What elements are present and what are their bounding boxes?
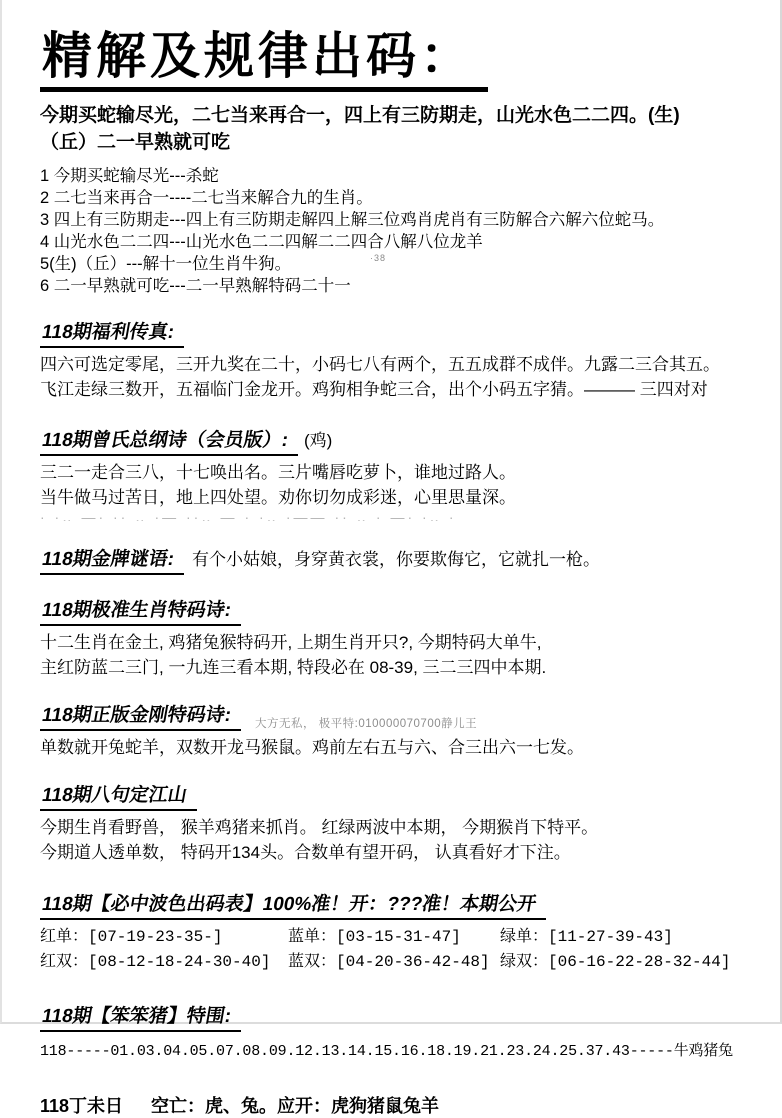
section-bajv-dingjiangshan xyxy=(40,784,768,865)
section-heading-benben: 118期【笨笨猪】特围: xyxy=(40,1005,241,1032)
red-single-numbers: 红单：[07-19-23-35-] xyxy=(40,927,223,946)
zengshi-line-1: 三二一走合三八，十七唤出名。三片嘴唇吃萝卜，谁地过路人。 xyxy=(40,462,516,482)
intro-line-1: 今期买蛇输尽光，二七当来再合一，四上有三防期走，山光水色二二四。(生) xyxy=(40,104,680,126)
note-line-2: 2 二七当来再合一----二七当来解合九的生肖。 xyxy=(40,188,373,207)
section-heading-jinpai: 118期金牌谜语: xyxy=(40,548,184,575)
blue-double-numbers: 蓝双：[04-20-36-42-48] xyxy=(288,952,490,971)
jizhun-line-2: 主红防蓝二三门, 一九连三看本期, 特段必在 08-39, 三二三四中本期. xyxy=(40,657,547,677)
faint-watermark-text: 大方无私， 极平特:010000070700静儿王 xyxy=(254,717,478,730)
bajv-line-2: 今期道人透单数， 特码开134头。合数单有望开码， 认真看好才下注。 xyxy=(40,842,571,862)
intro-line-2: （丘）二一早熟就可吃 xyxy=(40,131,231,153)
section-heading-fuli: 118期福利传真: xyxy=(40,321,184,348)
section-heading-jingang: 118期正版金刚特码诗: xyxy=(40,704,241,731)
zengshi-zodiac-tag: (鸡) xyxy=(303,430,333,450)
section-heading-jizhun: 118期极准生肖特码诗: xyxy=(40,599,241,626)
section-jingang-poem xyxy=(40,704,768,760)
section-jizhun-poem xyxy=(40,599,768,680)
blue-single-numbers: 蓝单：[03-15-31-47] xyxy=(288,927,461,946)
jizhun-line-1: 十二生肖在金土, 鸡猪兔猴特码开, 上期生肖开只?, 今期特码大单牛, xyxy=(40,632,542,652)
section-jinpai-riddle xyxy=(40,545,768,575)
fuli-line-1: 四六可选定零尾，三开九奖在二十，小码七八有两个，五五成群不成伴。九露二三合其五。 xyxy=(40,354,720,374)
section-heading-zengshi: 118期曾氏总纲诗（会员版）: xyxy=(40,429,298,456)
note-line-6: 6 二一早熟就可吃---二一早熟解特码二十一 xyxy=(40,276,351,295)
section-zengshi-poem xyxy=(40,426,768,521)
section-fuli-chuanzhen xyxy=(40,321,768,402)
note-line-1: 1 今期买蛇输尽光---杀蛇 xyxy=(40,166,219,185)
green-single-numbers: 绿单：[11-27-39-43] xyxy=(500,927,673,946)
benben-number-line: 118-----01.03.04.05.07.08.09.12.13.14.15.16.18.19.21.23.24.25.37.43-----牛鸡猪兔 xyxy=(40,1042,733,1060)
note-line-3: 3 四上有三防期走---四上有三防期走解四上解三位鸡肖虎肖有三防解合六解六位蛇马。 xyxy=(40,210,665,229)
scan-artifact-mark: ·38 xyxy=(370,252,387,263)
faint-clipped-line: · ·‥ —· ·· ‥ ·— ··‥ — · ·‥ ·—— ·· ‥ · —· ·‥ · xyxy=(40,511,457,521)
note-line-5 xyxy=(40,253,768,275)
bose-row-single xyxy=(40,925,768,950)
green-double-numbers: 绿双：[06-16-22-28-32-44] xyxy=(500,952,731,971)
jingang-line-1: 单数就开兔蛇羊，双数开龙马猴鼠。鸡前左右五与六、合三出六一七发。 xyxy=(40,737,584,757)
note-line-4: 4 山光水色二二四---山光水色二二四解二二四合八解八位龙羊 xyxy=(40,232,483,251)
note-line-5-text: 5(生)（丘）---解十一位生肖牛狗。 xyxy=(40,254,292,273)
red-double-numbers: 红双：[08-12-18-24-30-40] xyxy=(40,952,271,971)
zengshi-line-2: 当牛做马过苦日，地上四处望。劝你切勿成彩迷，心里思量深。 xyxy=(40,487,516,507)
section-heading-bajv: 118期八句定江山 xyxy=(40,784,197,811)
footer-line xyxy=(40,1092,768,1118)
section-benben-zhu xyxy=(40,1005,768,1060)
footer-kongwang: 空亡：虎、兔。应开：虎狗猪鼠兔羊 xyxy=(151,1095,440,1116)
footer-date: 118丁未日 xyxy=(40,1095,124,1116)
bajv-line-1: 今期生肖看野兽， 猴羊鸡猪来抓肖。 红绿两波中本期， 今期猴肖下特平。 xyxy=(40,817,599,837)
fuli-line-2: 飞江走绿三数开，五福临门金龙开。鸡狗相争蛇三合，出个小码五字猜。——— 三四对对 xyxy=(40,379,708,399)
page-title: 精解及规律出码： xyxy=(40,30,488,92)
section-bose-table xyxy=(40,893,768,975)
jinpai-riddle-text: 有个小姑娘，身穿黄衣裳，你要欺侮它，它就扎一枪。 xyxy=(191,549,600,569)
explanation-list xyxy=(40,165,768,297)
section-heading-bose: 118期【必中波色出码表】100%准！开：???准！本期公开 xyxy=(40,893,546,920)
intro-paragraph xyxy=(40,102,768,156)
bose-row-double xyxy=(40,950,768,975)
